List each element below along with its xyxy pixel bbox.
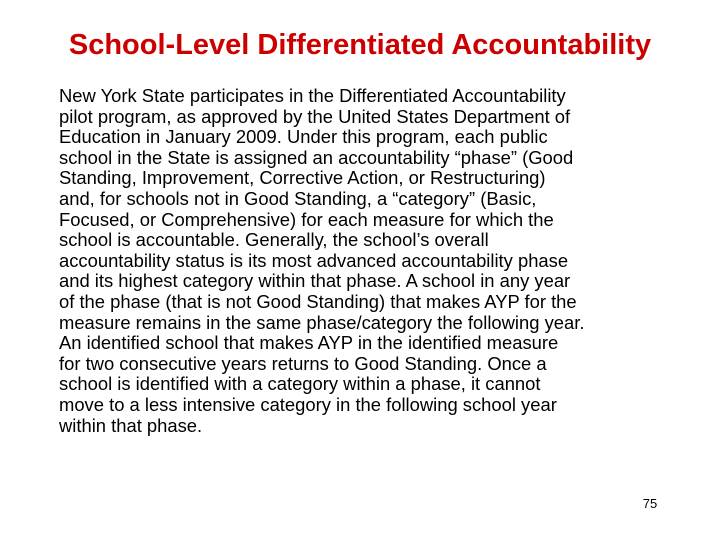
slide-title: School-Level Differentiated Accountability: [68, 29, 652, 61]
body-line: and its highest category within that phase. A school in any year: [59, 270, 571, 292]
body-line: Education in January 2009. Under this program, each public: [59, 126, 548, 148]
body-line: school is accountable. Generally, the school’s overall: [59, 229, 489, 251]
body-paragraph: [59, 86, 699, 436]
body-line: of the phase (that is not Good Standing) that makes AYP for the: [59, 290, 577, 312]
body-line: Standing, Improvement, Corrective Action, or Restructuring): [59, 167, 546, 189]
body-line: and, for schools not in Good Standing, a “category” (Basic,: [59, 187, 537, 209]
body-line: Focused, or Comprehensive) for each measure for which the: [59, 208, 554, 230]
body-line: school is identified with a category within a phase, it cannot: [59, 373, 541, 395]
page-number: 75: [642, 496, 658, 511]
body-line: An identified school that makes AYP in the identified measure: [59, 332, 559, 354]
body-line: pilot program, as approved by the United States Department of: [59, 105, 571, 127]
body-line: for two consecutive years returns to Good Standing. Once a: [59, 352, 547, 374]
body-line: within that phase.: [59, 414, 203, 436]
body-line: New York State participates in the Differentiated Accountability: [59, 85, 566, 106]
body-line: move to a less intensive category in the following school year: [59, 393, 557, 415]
body-line: school in the State is assigned an accountability “phase” (Good: [59, 146, 574, 168]
body-line: measure remains in the same phase/category the following year.: [59, 311, 585, 333]
body-line: accountability status is its most advanced accountability phase: [59, 249, 569, 271]
